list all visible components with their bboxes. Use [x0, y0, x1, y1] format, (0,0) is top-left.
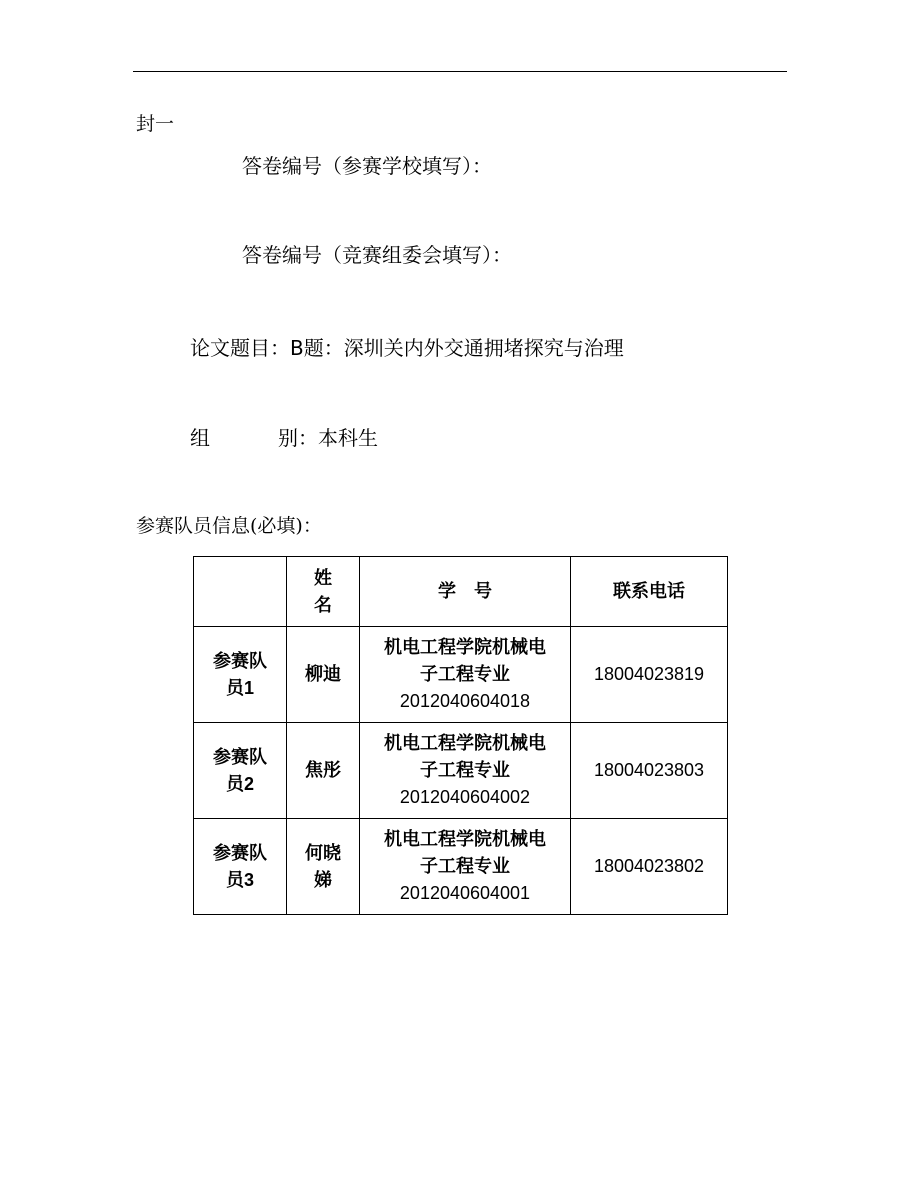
- role-line1: 参赛队: [213, 650, 267, 671]
- phone-cell: 18004023819: [571, 627, 728, 723]
- members-table: [193, 556, 728, 915]
- role-line1: 参赛队: [213, 746, 267, 767]
- student-id: 2012040604001: [399, 883, 531, 903]
- answer-number-school: 答卷编号（参赛学校填写）：: [242, 154, 492, 178]
- dept-cell: [360, 723, 571, 819]
- role-cell: [194, 627, 287, 723]
- group-line: [190, 426, 378, 450]
- table-row: [194, 627, 728, 723]
- dept-line1: 机电工程学院机械电: [384, 637, 546, 657]
- header-blank-cell: [194, 557, 287, 627]
- members-heading: 参赛队员信息(必填)：: [136, 515, 322, 537]
- header-name-line2: 名: [314, 594, 332, 615]
- dept-line1: 机电工程学院机械电: [384, 733, 546, 753]
- answer-number-committee: 答卷编号（竞赛组委会填写）：: [242, 243, 512, 267]
- phone-cell: 18004023803: [571, 723, 728, 819]
- group-label: 组: [190, 426, 210, 450]
- role-cell: [194, 723, 287, 819]
- role-line2: 员1: [225, 677, 254, 698]
- header-phone-cell: 联系电话: [571, 557, 728, 627]
- name-cell: 柳迪: [287, 627, 360, 723]
- name-line1: 何晓: [305, 842, 341, 863]
- role-line2: 员3: [225, 869, 254, 890]
- header-name-line1: 姓: [314, 567, 332, 588]
- table-row: [194, 819, 728, 915]
- name-line2: 娣: [314, 869, 332, 890]
- student-id: 2012040604002: [399, 787, 531, 807]
- role-cell: [194, 819, 287, 915]
- dept-cell: [360, 819, 571, 915]
- name-cell: 焦彤: [287, 723, 360, 819]
- dept-line1: 机电工程学院机械电: [384, 829, 546, 849]
- dept-cell: [360, 627, 571, 723]
- phone-cell: 18004023802: [571, 819, 728, 915]
- header-rule: [133, 71, 787, 72]
- group-value: 别：本科生: [278, 426, 378, 450]
- cover-label: 封一: [136, 113, 175, 135]
- header-student-id-cell: 学 号: [360, 557, 571, 627]
- name-cell: [287, 819, 360, 915]
- dept-line2: 子工程专业: [420, 664, 510, 684]
- paper-title: 论文题目：B题：深圳关内外交通拥堵探究与治理: [190, 336, 624, 360]
- table-row: [194, 723, 728, 819]
- table-header-row: [194, 557, 728, 627]
- dept-line2: 子工程专业: [420, 760, 510, 780]
- role-line1: 参赛队: [213, 842, 267, 863]
- role-line2: 员2: [225, 773, 254, 794]
- dept-line2: 子工程专业: [420, 856, 510, 876]
- header-name-cell: [287, 557, 360, 627]
- student-id: 2012040604018: [399, 691, 531, 711]
